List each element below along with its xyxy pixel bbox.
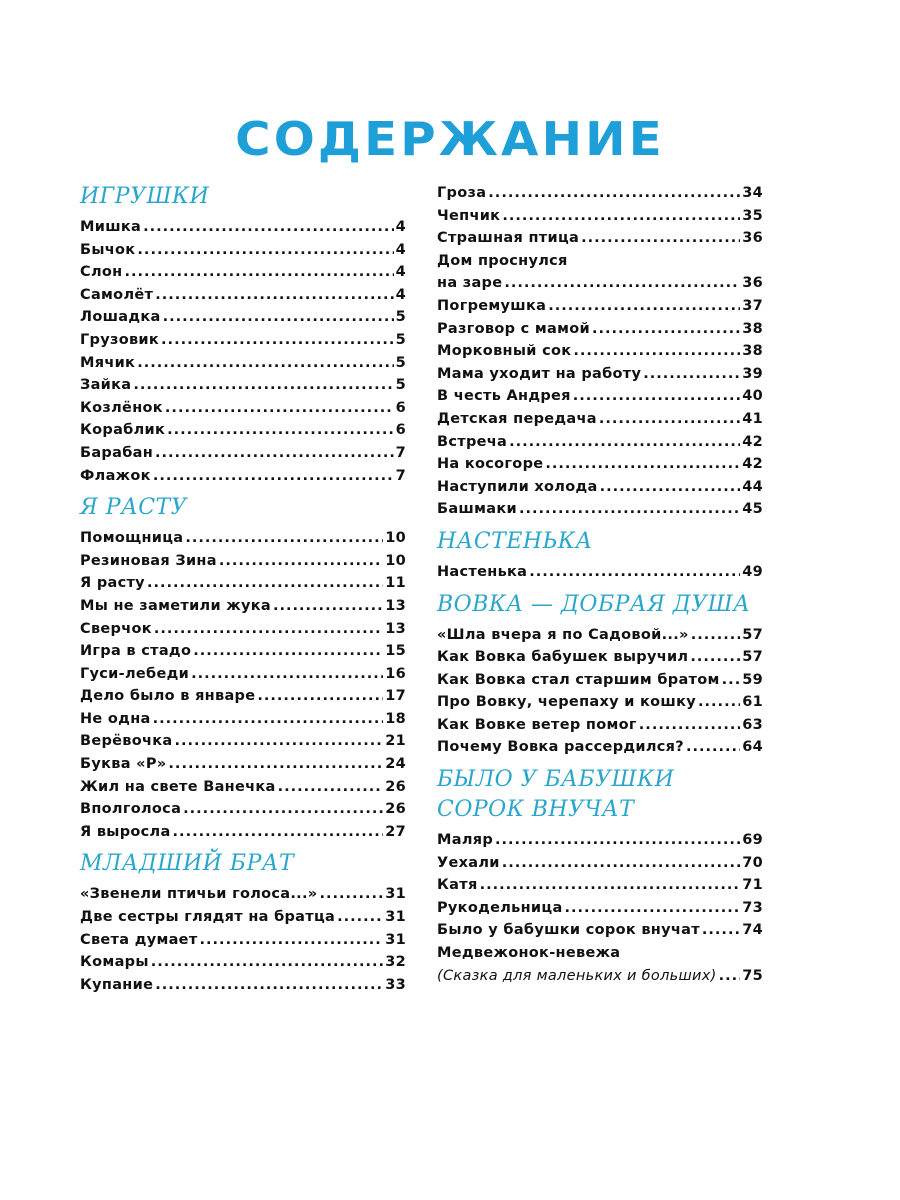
toc-entry[interactable] xyxy=(80,730,406,753)
toc-entry[interactable] xyxy=(437,691,763,714)
toc-entry[interactable] xyxy=(80,929,406,952)
section-heading: Я РАСТУ xyxy=(80,495,188,521)
toc-entry[interactable] xyxy=(80,374,406,397)
entry-title: «Шла вчера я по Садовой...» xyxy=(437,626,689,643)
entry-page: 57 xyxy=(742,649,763,666)
entry-page: 27 xyxy=(385,823,406,840)
dot-leader xyxy=(151,951,383,974)
entry-page: 5 xyxy=(395,331,406,348)
entry-page: 31 xyxy=(385,909,406,926)
entry-page: 21 xyxy=(385,733,406,750)
section-heading: ВОВКА — ДОБРАЯ ДУША xyxy=(437,591,751,617)
dot-leader xyxy=(643,363,740,386)
dot-leader xyxy=(480,874,741,897)
entry-page: 69 xyxy=(742,832,763,849)
dot-leader xyxy=(167,419,393,442)
entry-title: Игра в стадо xyxy=(80,643,192,660)
dot-leader xyxy=(219,550,383,573)
dot-leader xyxy=(502,852,740,875)
entry-title: Дело было в январе xyxy=(80,688,256,705)
entry-page: 7 xyxy=(395,444,406,461)
entry-title: Буква «Р» xyxy=(80,756,167,773)
dot-leader xyxy=(133,374,393,397)
entry-page: 4 xyxy=(395,286,406,303)
dot-leader xyxy=(504,272,740,295)
entry-title: Как Вовке ветер помог xyxy=(437,716,637,733)
section-heading: ИГРУШКИ xyxy=(80,184,210,209)
entry-page: 6 xyxy=(395,399,406,416)
toc-entry[interactable] xyxy=(80,821,406,844)
entry-title: Катя xyxy=(437,877,478,894)
dot-leader xyxy=(698,691,740,714)
entry-page: 5 xyxy=(395,309,406,326)
toc-entry-line[interactable]: Медвежонок-невежа xyxy=(437,945,621,962)
entry-title: Света думает xyxy=(80,931,198,948)
dot-leader xyxy=(165,397,394,420)
dot-leader xyxy=(690,646,740,669)
entry-page: 17 xyxy=(385,688,406,705)
toc-entry[interactable] xyxy=(80,708,406,731)
dot-leader xyxy=(257,685,383,708)
entry-page: 40 xyxy=(742,388,763,405)
entry-page: 26 xyxy=(385,801,406,818)
dot-leader xyxy=(175,730,384,753)
entry-title: Гуси-лебеди xyxy=(80,665,190,682)
dot-leader xyxy=(143,216,393,239)
entry-page: 42 xyxy=(742,433,763,450)
entry-page: 44 xyxy=(742,478,763,495)
dot-leader xyxy=(161,329,394,352)
toc-entry[interactable] xyxy=(437,385,763,408)
section-heading: СОРОК ВНУЧАТ xyxy=(437,797,635,823)
toc-entry[interactable] xyxy=(80,261,406,284)
dot-leader xyxy=(155,974,383,997)
dot-leader xyxy=(278,776,384,799)
entry-page: 71 xyxy=(742,877,763,894)
dot-leader xyxy=(337,906,383,929)
toc-entry[interactable] xyxy=(80,284,406,307)
entry-title: Мишка xyxy=(80,219,142,235)
dot-leader xyxy=(639,714,740,737)
entry-title: Наступили холода xyxy=(437,478,598,495)
toc-entry[interactable] xyxy=(80,239,406,262)
dot-leader xyxy=(722,669,741,692)
toc-entry[interactable] xyxy=(80,595,406,618)
entry-title: Про Вовку, черепаху и кошку xyxy=(437,694,697,711)
entry-title: Не одна xyxy=(80,710,151,727)
entry-title: Сверчок xyxy=(80,620,152,637)
entry-title: Грузовик xyxy=(80,331,160,348)
entry-title: Как Вовка стал старшим братом xyxy=(437,671,720,688)
dot-leader xyxy=(581,227,740,250)
entry-title: Как Вовка бабушек выручил xyxy=(437,649,689,666)
entry-page: 70 xyxy=(742,854,763,871)
entry-page: 74 xyxy=(742,922,763,939)
entry-title: Встреча xyxy=(437,433,508,450)
toc-entry[interactable] xyxy=(80,618,406,641)
entry-title: Зайка xyxy=(80,377,132,394)
entry-title: Кораблик xyxy=(80,422,166,439)
entry-page: 7 xyxy=(395,467,406,484)
toc-entry[interactable] xyxy=(80,798,406,821)
entry-page: 11 xyxy=(385,575,406,592)
toc-entry[interactable] xyxy=(80,663,406,686)
entry-page: 38 xyxy=(742,320,763,337)
toc-entry[interactable] xyxy=(80,352,406,375)
entry-title: Морковный сок xyxy=(437,343,572,360)
entry-page: 4 xyxy=(395,219,406,235)
dot-leader xyxy=(691,624,741,647)
dot-leader xyxy=(548,295,740,318)
section-heading: НАСТЕНЬКА xyxy=(437,528,593,554)
dot-leader xyxy=(168,753,383,776)
toc-right-column xyxy=(437,182,763,987)
dot-leader xyxy=(529,561,740,584)
toc-entry[interactable] xyxy=(437,965,763,988)
entry-title: Жил на свете Ванечка xyxy=(80,778,276,795)
dot-leader xyxy=(565,897,741,920)
entry-title: Чепчик xyxy=(437,207,501,224)
entry-page: 64 xyxy=(742,739,763,756)
toc-entry[interactable] xyxy=(437,714,763,737)
entry-title: Слон xyxy=(80,264,123,281)
toc-entry[interactable] xyxy=(80,906,406,929)
entry-title: Маляр xyxy=(437,832,494,849)
toc-entry[interactable] xyxy=(437,646,763,669)
toc-entry[interactable] xyxy=(437,431,763,454)
entry-title: Бычок xyxy=(80,241,136,258)
toc-entry[interactable] xyxy=(80,306,406,329)
dot-leader xyxy=(599,408,740,431)
dot-leader xyxy=(702,919,740,942)
entry-page: 33 xyxy=(385,976,406,993)
entry-title: Уехали xyxy=(437,854,500,871)
entry-page: 59 xyxy=(742,671,763,688)
entry-page: 15 xyxy=(385,643,406,660)
dot-leader xyxy=(155,284,393,307)
entry-title: на заре xyxy=(437,275,503,292)
toc-entry[interactable] xyxy=(437,852,763,875)
dot-leader xyxy=(273,595,383,618)
dot-leader xyxy=(147,572,383,595)
entry-title: Было у бабушки сорок внучат xyxy=(437,922,700,939)
toc-entry[interactable] xyxy=(437,205,763,228)
toc-entry[interactable] xyxy=(80,397,406,420)
toc-entry-line[interactable]: Дом проснулся xyxy=(437,252,568,269)
dot-leader xyxy=(200,929,384,952)
entry-title: Мячик xyxy=(80,354,136,371)
toc-entry[interactable] xyxy=(437,295,763,318)
dot-leader xyxy=(193,640,383,663)
toc-entry[interactable] xyxy=(80,527,406,550)
toc-entry[interactable] xyxy=(437,363,763,386)
dot-leader xyxy=(153,708,384,731)
toc-entry[interactable] xyxy=(437,318,763,341)
toc-left-column xyxy=(80,182,406,996)
entry-page: 36 xyxy=(742,230,763,247)
entry-title: Страшная птица xyxy=(437,230,580,247)
entry-page: 49 xyxy=(742,563,763,580)
entry-title: Я выросла xyxy=(80,823,171,840)
toc-entry[interactable] xyxy=(80,572,406,595)
entry-page: 45 xyxy=(742,501,763,518)
entry-page: 36 xyxy=(742,275,763,292)
section-heading: МЛАДШИЙ БРАТ xyxy=(80,851,295,877)
dot-leader xyxy=(137,239,393,262)
dot-leader xyxy=(509,431,740,454)
toc-entry[interactable] xyxy=(437,182,763,205)
entry-title: «Звенели птичьи голоса...» xyxy=(80,886,318,903)
toc-entry[interactable] xyxy=(437,340,763,363)
toc-entry[interactable] xyxy=(437,919,763,942)
entry-page: 73 xyxy=(742,899,763,916)
entry-title: Барабан xyxy=(80,444,154,461)
entry-page: 18 xyxy=(385,710,406,727)
toc-entry[interactable] xyxy=(437,227,763,250)
toc-entry[interactable] xyxy=(80,419,406,442)
entry-page: 61 xyxy=(742,694,763,711)
entry-page: 6 xyxy=(395,422,406,439)
entry-page: 42 xyxy=(742,456,763,473)
entry-title: Гроза xyxy=(437,185,487,201)
entry-page: 13 xyxy=(385,597,406,614)
dot-leader xyxy=(154,618,383,641)
entry-page: 31 xyxy=(385,931,406,948)
entry-title: Две сестры глядят на братца xyxy=(80,909,336,926)
entry-page: 75 xyxy=(742,967,763,984)
toc-entry[interactable] xyxy=(437,408,763,431)
entry-title: Разговор с мамой xyxy=(437,320,590,337)
entry-title: Башмаки xyxy=(437,501,517,518)
entry-page: 16 xyxy=(385,665,406,682)
toc-entry[interactable] xyxy=(437,476,763,499)
entry-page: 13 xyxy=(385,620,406,637)
entry-note: (Сказка для маленьких и больших) xyxy=(437,967,717,984)
section-heading: БЫЛО У БАБУШКИ xyxy=(437,767,675,793)
toc-entry[interactable] xyxy=(80,550,406,573)
dot-leader xyxy=(163,306,394,329)
toc-entry[interactable] xyxy=(80,951,406,974)
dot-leader xyxy=(545,453,740,476)
entry-title: Комары xyxy=(80,954,149,971)
toc-entry[interactable] xyxy=(437,829,763,852)
dot-leader xyxy=(600,476,741,499)
entry-page: 57 xyxy=(742,626,763,643)
entry-page: 32 xyxy=(385,954,406,971)
entry-page: 63 xyxy=(742,716,763,733)
toc-entry[interactable] xyxy=(80,216,406,239)
entry-title: Почему Вовка рассердился? xyxy=(437,739,684,756)
entry-page: 10 xyxy=(385,530,406,547)
entry-page: 38 xyxy=(742,343,763,360)
dot-leader xyxy=(319,883,383,906)
entry-title: Лошадка xyxy=(80,309,161,326)
entry-title: В честь Андрея xyxy=(437,388,571,405)
entry-page: 37 xyxy=(742,297,763,314)
toc-entry[interactable] xyxy=(80,776,406,799)
dot-leader xyxy=(137,352,393,375)
toc-entry[interactable] xyxy=(437,897,763,920)
toc-entry[interactable] xyxy=(437,669,763,692)
toc-entry[interactable] xyxy=(80,883,406,906)
entry-title: Настенька xyxy=(437,563,528,580)
entry-title: Детская передача xyxy=(437,410,597,427)
entry-page: 4 xyxy=(395,264,406,281)
entry-page: 31 xyxy=(385,886,406,903)
toc-entry[interactable] xyxy=(437,561,763,584)
entry-page: 41 xyxy=(742,410,763,427)
dot-leader xyxy=(573,340,740,363)
entry-title: Рукодельница xyxy=(437,899,563,916)
toc-entry[interactable] xyxy=(437,624,763,647)
entry-page: 24 xyxy=(385,756,406,773)
toc-entry[interactable] xyxy=(80,640,406,663)
entry-page: 34 xyxy=(742,185,763,201)
toc-entry[interactable] xyxy=(437,272,763,295)
entry-title: На косогоре xyxy=(437,456,544,473)
entry-page: 39 xyxy=(742,365,763,382)
entry-title: Верёвочка xyxy=(80,733,173,750)
entry-page: 35 xyxy=(742,207,763,224)
entry-page: 4 xyxy=(395,241,406,258)
entry-page: 10 xyxy=(385,552,406,569)
toc-entry[interactable] xyxy=(80,465,406,488)
entry-title: Помощница xyxy=(80,530,184,547)
toc-entry[interactable] xyxy=(437,736,763,759)
toc-entry[interactable] xyxy=(437,498,763,521)
toc-entry[interactable] xyxy=(80,329,406,352)
entry-title: Я расту xyxy=(80,575,145,592)
page-title: СОДЕРЖАНИЕ xyxy=(235,112,665,166)
dot-leader xyxy=(124,261,393,284)
dot-leader xyxy=(495,829,740,852)
toc-entry[interactable] xyxy=(80,442,406,465)
dot-leader xyxy=(185,527,383,550)
entry-title: Погремушка xyxy=(437,297,547,314)
toc-entry[interactable] xyxy=(80,974,406,997)
entry-title: Мы не заметили жука xyxy=(80,597,271,614)
entry-title: Мама уходит на работу xyxy=(437,365,642,382)
dot-leader xyxy=(573,385,740,408)
dot-leader xyxy=(686,736,740,759)
entry-title: Самолёт xyxy=(80,286,154,303)
entry-title: Вполголоса xyxy=(80,801,182,818)
entry-title: Флажок xyxy=(80,467,151,484)
toc-entry[interactable] xyxy=(437,874,763,897)
toc-entry[interactable] xyxy=(80,753,406,776)
dot-leader xyxy=(502,205,740,228)
entry-page: 5 xyxy=(395,354,406,371)
dot-leader xyxy=(519,498,740,521)
dot-leader xyxy=(183,798,383,821)
entry-title: Купание xyxy=(80,976,154,993)
entry-page: 26 xyxy=(385,778,406,795)
entry-page: 5 xyxy=(395,377,406,394)
entry-title: Резиновая Зина xyxy=(80,552,217,569)
dot-leader xyxy=(488,182,740,205)
toc-entry[interactable] xyxy=(437,453,763,476)
toc-entry[interactable] xyxy=(80,685,406,708)
dot-leader xyxy=(173,821,384,844)
dot-leader xyxy=(719,965,741,988)
dot-leader xyxy=(592,318,740,341)
dot-leader xyxy=(191,663,383,686)
entry-title: Козлёнок xyxy=(80,399,163,416)
dot-leader xyxy=(153,465,394,488)
dot-leader xyxy=(155,442,394,465)
